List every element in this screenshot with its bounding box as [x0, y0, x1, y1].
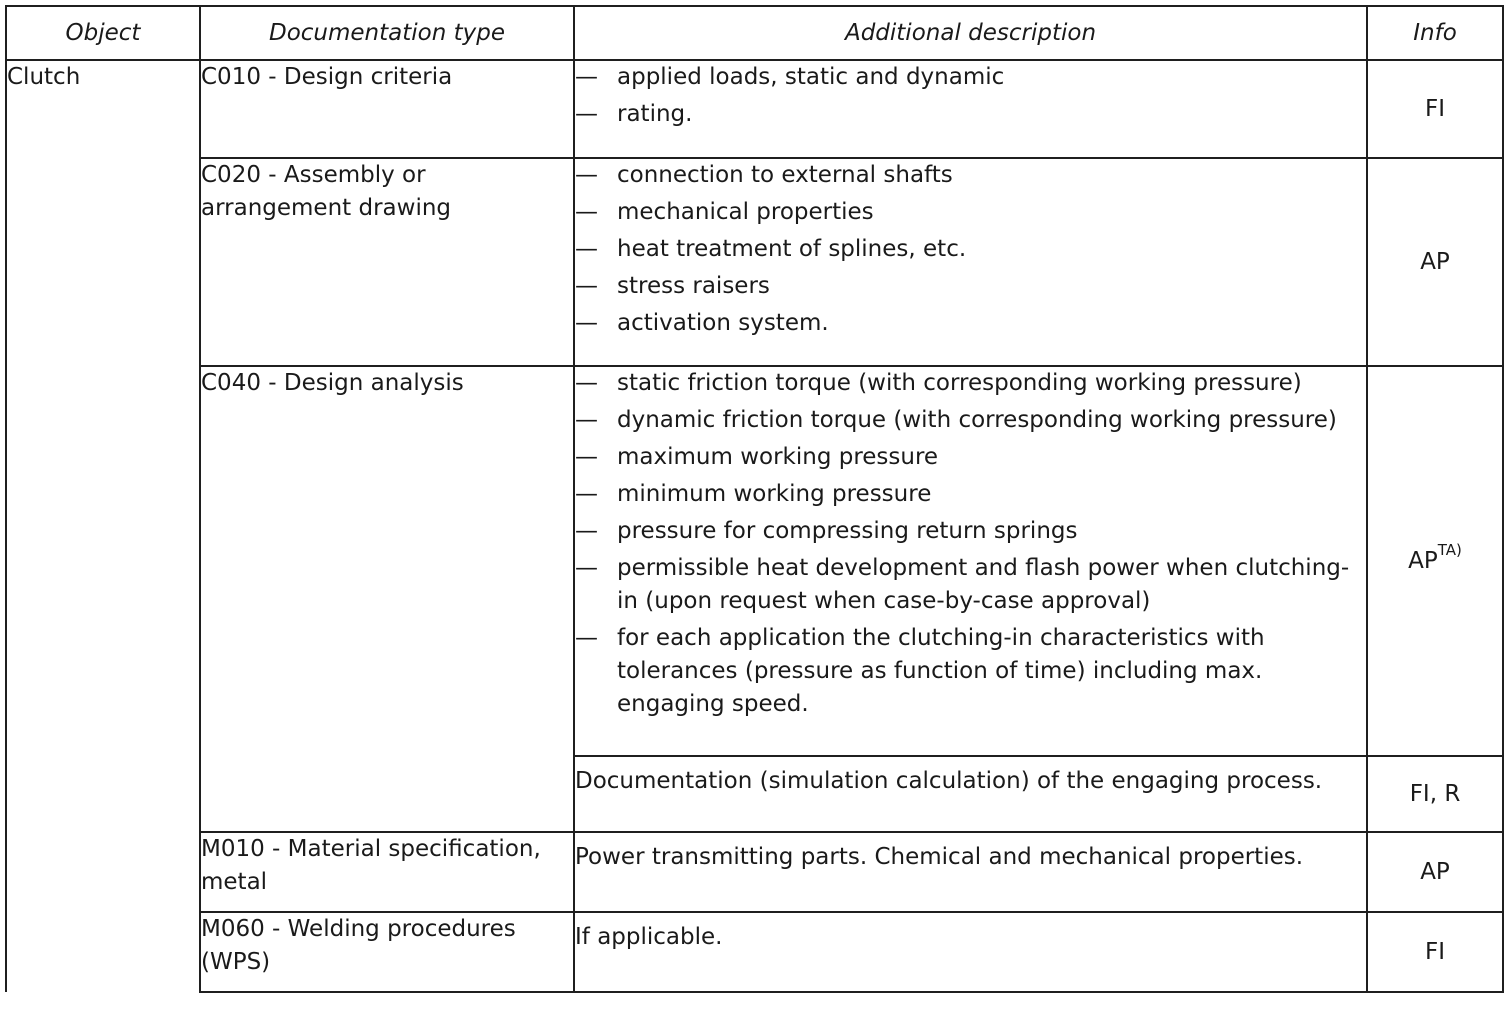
dash-mark: — [575, 481, 598, 507]
info-cell: AP [1367, 158, 1503, 366]
list-item-text: permissible heat development and flash power when clutching-in (upon request when case-by-case approval) [617, 555, 1350, 614]
list-item [575, 441, 1366, 474]
list-item-text: minimum working pressure [617, 481, 932, 507]
table-row [6, 366, 1503, 756]
dash-mark: — [575, 518, 598, 544]
list-item [575, 61, 1366, 94]
list-item [575, 98, 1366, 131]
list-item [575, 270, 1366, 303]
dash-mark: — [575, 370, 598, 396]
doc-type-cell: C020 - Assembly or arrangement drawing [200, 158, 574, 366]
dash-mark: — [575, 310, 598, 336]
description-list [575, 367, 1366, 721]
description-list [575, 61, 1366, 131]
header-object: Object [6, 6, 200, 60]
dash-mark: — [575, 199, 598, 225]
list-item [575, 478, 1366, 511]
header-documentation-type: Documentation type [200, 6, 574, 60]
description-cell: If applicable. [574, 912, 1367, 992]
info-superscript: TA) [1437, 540, 1462, 559]
list-item [575, 404, 1366, 437]
list-item-text: maximum working pressure [617, 444, 939, 470]
info-cell: AP [1367, 832, 1503, 912]
list-item [575, 233, 1366, 266]
list-item [575, 367, 1366, 400]
list-item-text: applied loads, static and dynamic [617, 64, 1005, 90]
object-name: Clutch [7, 64, 81, 90]
header-additional-description: Additional description [574, 6, 1367, 60]
description-cell [574, 366, 1367, 756]
info-cell [1367, 366, 1503, 756]
object-cell [6, 60, 200, 992]
list-item-text: static friction torque (with corresponding working pressure) [617, 370, 1302, 396]
dash-mark: — [575, 555, 598, 581]
list-item-text: mechanical properties [617, 199, 874, 225]
dash-mark: — [575, 625, 598, 651]
table-header-row [6, 6, 1503, 60]
list-item-text: dynamic friction torque (with corresponding working pressure) [617, 407, 1337, 433]
table-row [6, 60, 1503, 158]
table-row [6, 832, 1503, 912]
doc-type-cell: C040 - Design analysis [200, 366, 574, 832]
description-cell [574, 158, 1367, 366]
list-item [575, 552, 1366, 618]
dash-mark: — [575, 444, 598, 470]
description-cell: Documentation (simulation calculation) of the engaging process. [574, 756, 1367, 832]
dash-mark: — [575, 407, 598, 433]
info-cell: FI [1367, 912, 1503, 992]
list-item [575, 515, 1366, 548]
list-item [575, 159, 1366, 192]
description-cell: Power transmitting parts. Chemical and mechanical properties. [574, 832, 1367, 912]
info-value: AP [1408, 547, 1438, 574]
list-item-text: heat treatment of splines, etc. [617, 236, 967, 262]
documentation-table [5, 5, 1504, 993]
dash-mark: — [575, 101, 598, 127]
doc-type-cell: M060 - Welding procedures (WPS) [200, 912, 574, 992]
list-item [575, 307, 1366, 340]
dash-mark: — [575, 64, 598, 90]
description-list [575, 159, 1366, 340]
list-item-text: for each application the clutching-in characteristics with tolerances (pressure as function of time) including max. engaging speed. [617, 625, 1265, 717]
list-item-text: connection to external shafts [617, 162, 953, 188]
list-item-text: rating. [617, 101, 693, 127]
list-item-text: pressure for compressing return springs [617, 518, 1078, 544]
list-item-text: stress raisers [617, 273, 770, 299]
description-cell [574, 60, 1367, 158]
header-info: Info [1367, 6, 1503, 60]
table-row [6, 912, 1503, 992]
dash-mark: — [575, 162, 598, 188]
info-cell: FI [1367, 60, 1503, 158]
list-item-text: activation system. [617, 310, 829, 336]
dash-mark: — [575, 236, 598, 262]
table-row [6, 158, 1503, 366]
info-cell: FI, R [1367, 756, 1503, 832]
list-item [575, 622, 1366, 721]
list-item [575, 196, 1366, 229]
doc-type-cell: C010 - Design criteria [200, 60, 574, 158]
dash-mark: — [575, 273, 598, 299]
doc-type-cell: M010 - Material specification, metal [200, 832, 574, 912]
